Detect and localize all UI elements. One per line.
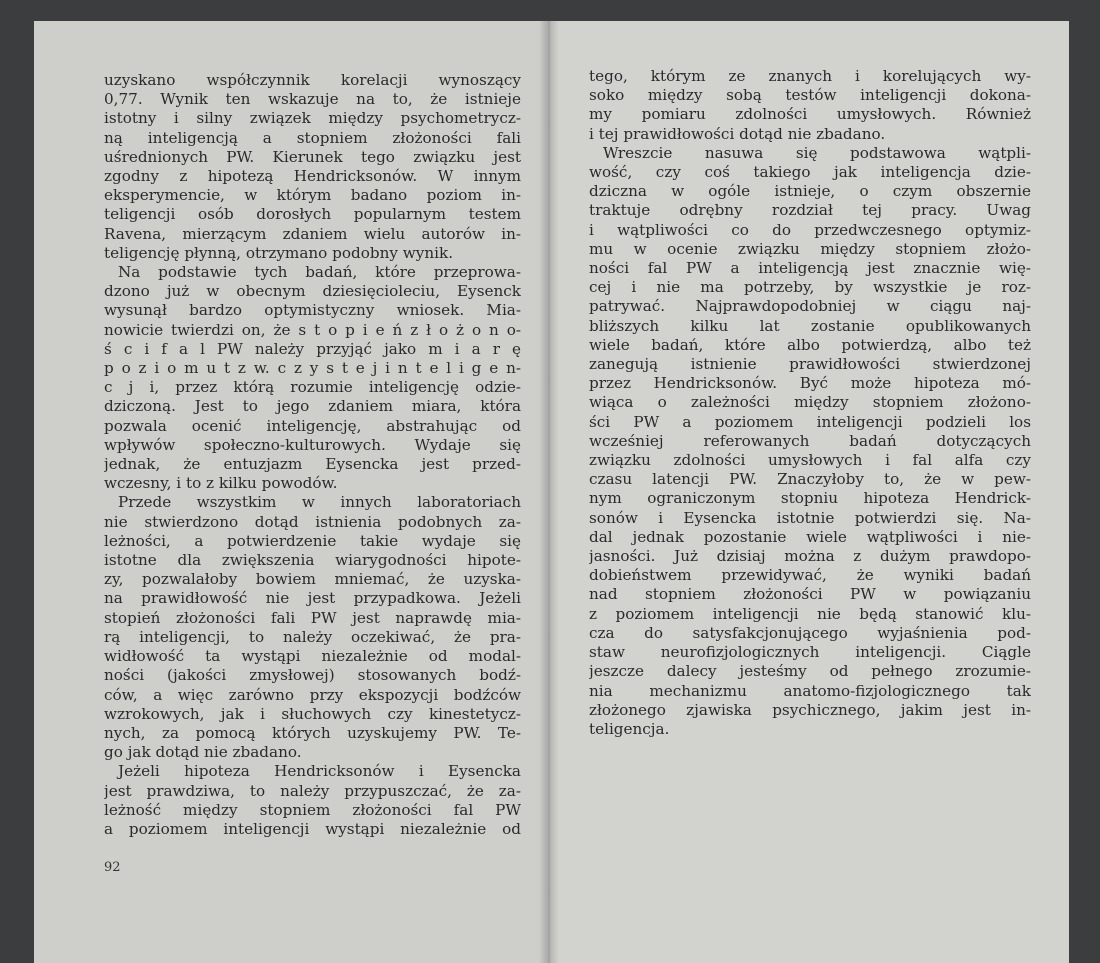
text-line: mu w ocenie związku między stopniem złożo- (589, 239, 1031, 258)
text-line: staw neurofizjologicznych inteligencji. Ciągle (589, 643, 1031, 662)
text-line: wość, czy coś takiego jak inteligencja dzie- (589, 163, 1031, 182)
text-line: związku zdolności umysłowych i fal alfa czy (589, 451, 1031, 470)
text-line: rą inteligencji, to należy oczekiwać, że pra- (104, 627, 521, 646)
text-line: ści PW a poziomem inteligencji podzieli los (589, 412, 1031, 431)
text-line: Ravena, mierzącym zdaniem wielu autorów in- (104, 224, 521, 243)
text-line: Na podstawie tych badań, które przeprowa- (118, 263, 521, 282)
text-line: złożonego zjawiska psychicznego, jakim jest in- (589, 700, 1031, 719)
text-line: zgodny z hipotezą Hendricksonów. W innym (104, 167, 521, 186)
text-line: my pomiaru zdolności umysłowych. Również (589, 105, 1031, 124)
text-line: 0,77. Wynik ten wskazuje na to, że istnieje (104, 90, 521, 109)
text-line: dzono już w obecnym dziesięcioleciu, Eysenck (104, 282, 521, 301)
text-line: wcześniej referowanych badań dotyczących (589, 431, 1031, 450)
text-line: wczesny, i to z kilku powodów. (104, 474, 338, 493)
text-line: a poziomem inteligencji wystąpi niezależnie od (104, 819, 521, 838)
text-line: widłowość ta wystąpi niezależnie od modal- (104, 647, 521, 666)
text-line: leżności, a potwierdzenie takie wydaje się (104, 531, 521, 550)
left-page-text (104, 71, 521, 839)
text-line: wiele badań, które albo potwierdzą, albo też (589, 335, 1031, 354)
text-line: dziczna w ogóle istnieje, o czym obszernie (589, 182, 1031, 201)
text-line: cej i nie ma potrzeby, by wszystkie je roz- (589, 278, 1031, 297)
right-page-text (589, 67, 1031, 739)
text-line: teligencja. (589, 719, 670, 738)
text-line: dal jednak pozostanie wiele wątpliwości i nie- (589, 527, 1031, 546)
right-page (547, 21, 1069, 963)
text-line: leżność między stopniem złożoności fal PW (104, 800, 521, 819)
page-number: 92 (104, 860, 121, 875)
text-line: Wreszcie nasuwa się podstawowa wątpli- (603, 143, 1031, 162)
text-line: bliższych kilku lat zostanie opublikowanych (589, 316, 1031, 335)
text-line: ś c i f a l PW należy przyjąć jako m i a r ę (104, 339, 521, 358)
text-line: jasności. Już dzisiaj można z dużym prawdopo- (589, 547, 1031, 566)
text-line: nie stwierdzono dotąd istnienia podobnych za- (104, 512, 521, 531)
text-line: dziczoną. Jest to jego zdaniem miara, która (104, 397, 521, 416)
text-line: jest prawdziwa, to należy przypuszczać, że za- (104, 781, 521, 800)
text-line: ców, a więc zarówno przy ekspozycji bodźców (104, 685, 521, 704)
text-line: go jak dotąd nie zbadano. (104, 743, 302, 762)
text-line: zanegują istnienie prawidłowości stwierdzonej (589, 355, 1031, 374)
text-line: wpływów społeczno-kulturowych. Wydaje się (104, 435, 521, 454)
text-line: tego, którym ze znanych i korelujących wy- (589, 67, 1031, 85)
text-line: nowicie twierdzi on, że s t o p i e ń z ł o ż o n o- (104, 320, 521, 339)
text-line: Jeżeli hipoteza Hendricksonów i Eysencka (118, 762, 521, 781)
text-line: nych, za pomocą których uzyskujemy PW. Te- (104, 723, 521, 742)
text-line: z poziomem inteligencji nie będą stanowić klu- (589, 604, 1031, 623)
text-line: c j i, przez którą rozumie inteligencję odzie- (104, 378, 521, 397)
text-line: ności (jakości zmysłowej) stosowanych bodź- (104, 666, 521, 685)
left-page (34, 21, 547, 963)
text-line: wiąca o zależności między stopniem złożono- (589, 393, 1031, 412)
text-line: nia mechanizmu anatomo-fizjologicznego tak (589, 681, 1031, 700)
text-line: soko między sobą testów inteligencji dokona- (589, 86, 1031, 105)
text-line: wzrokowych, jak i słuchowych czy kinestetycz- (104, 704, 521, 723)
text-line: p o z i o m u t z w. c z y s t e j i n t e l i g e n- (104, 359, 521, 378)
text-line: uzyskano współczynnik korelacji wynoszący (104, 71, 521, 89)
text-line: traktuje odrębny rozdział tej pracy. Uwag (589, 201, 1031, 220)
text-line: jeszcze dalecy jesteśmy od pełnego zrozumie- (589, 662, 1031, 681)
text-line: patrywać. Najprawdopodobniej w ciągu naj- (589, 297, 1031, 316)
book-spread (34, 21, 1069, 963)
text-line: pozwala ocenić inteligencję, abstrahując od (104, 416, 521, 435)
text-line: wysunął bardzo optymistyczny wniosek. Mia- (104, 301, 521, 320)
text-line: dobieństwem przewidywać, że wyniki badań (589, 566, 1031, 585)
text-line: eksperymencie, w którym badano poziom in- (104, 186, 521, 205)
text-line: i wątpliwości co do przedwczesnego optymiz- (589, 220, 1031, 239)
text-line: przez Hendricksonów. Być może hipoteza mó- (589, 374, 1031, 393)
text-line: i tej prawidłowości dotąd nie zbadano. (589, 124, 886, 143)
text-line: Przede wszystkim w innych laboratoriach (118, 493, 521, 512)
text-line: jednak, że entuzjazm Eysencka jest przed- (104, 455, 521, 474)
text-line: czasu latencji PW. Znaczyłoby to, że w pew- (589, 470, 1031, 489)
text-line: teligencję płynną, otrzymano podobny wynik. (104, 243, 454, 262)
text-line: teligencji osób dorosłych popularnym testem (104, 205, 521, 224)
text-line: ności fal PW a inteligencją jest znacznie wię- (589, 259, 1031, 278)
text-line: nym ograniczonym stopniu hipoteza Hendrick- (589, 489, 1031, 508)
text-line: cza do satysfakcjonującego wyjaśnienia pod- (589, 623, 1031, 642)
text-line: stopień złożoności fali PW jest naprawdę mia- (104, 608, 521, 627)
text-line: zy, pozwalałoby bowiem mniemać, że uzyska- (104, 570, 521, 589)
text-line: nad stopniem złożoności PW w powiązaniu (589, 585, 1031, 604)
text-line: ną inteligencją a stopniem złożoności fali (104, 128, 521, 147)
text-line: uśrednionych PW. Kierunek tego związku jest (104, 147, 521, 166)
text-line: istotne dla zwiększenia wiarygodności hipote- (104, 551, 521, 570)
text-line: na prawidłowość nie jest przypadkowa. Jeżeli (104, 589, 521, 608)
text-line: sonów i Eysencka istotnie potwierdzi się. Na- (589, 508, 1031, 527)
text-line: istotny i silny związek między psychometrycz- (104, 109, 521, 128)
